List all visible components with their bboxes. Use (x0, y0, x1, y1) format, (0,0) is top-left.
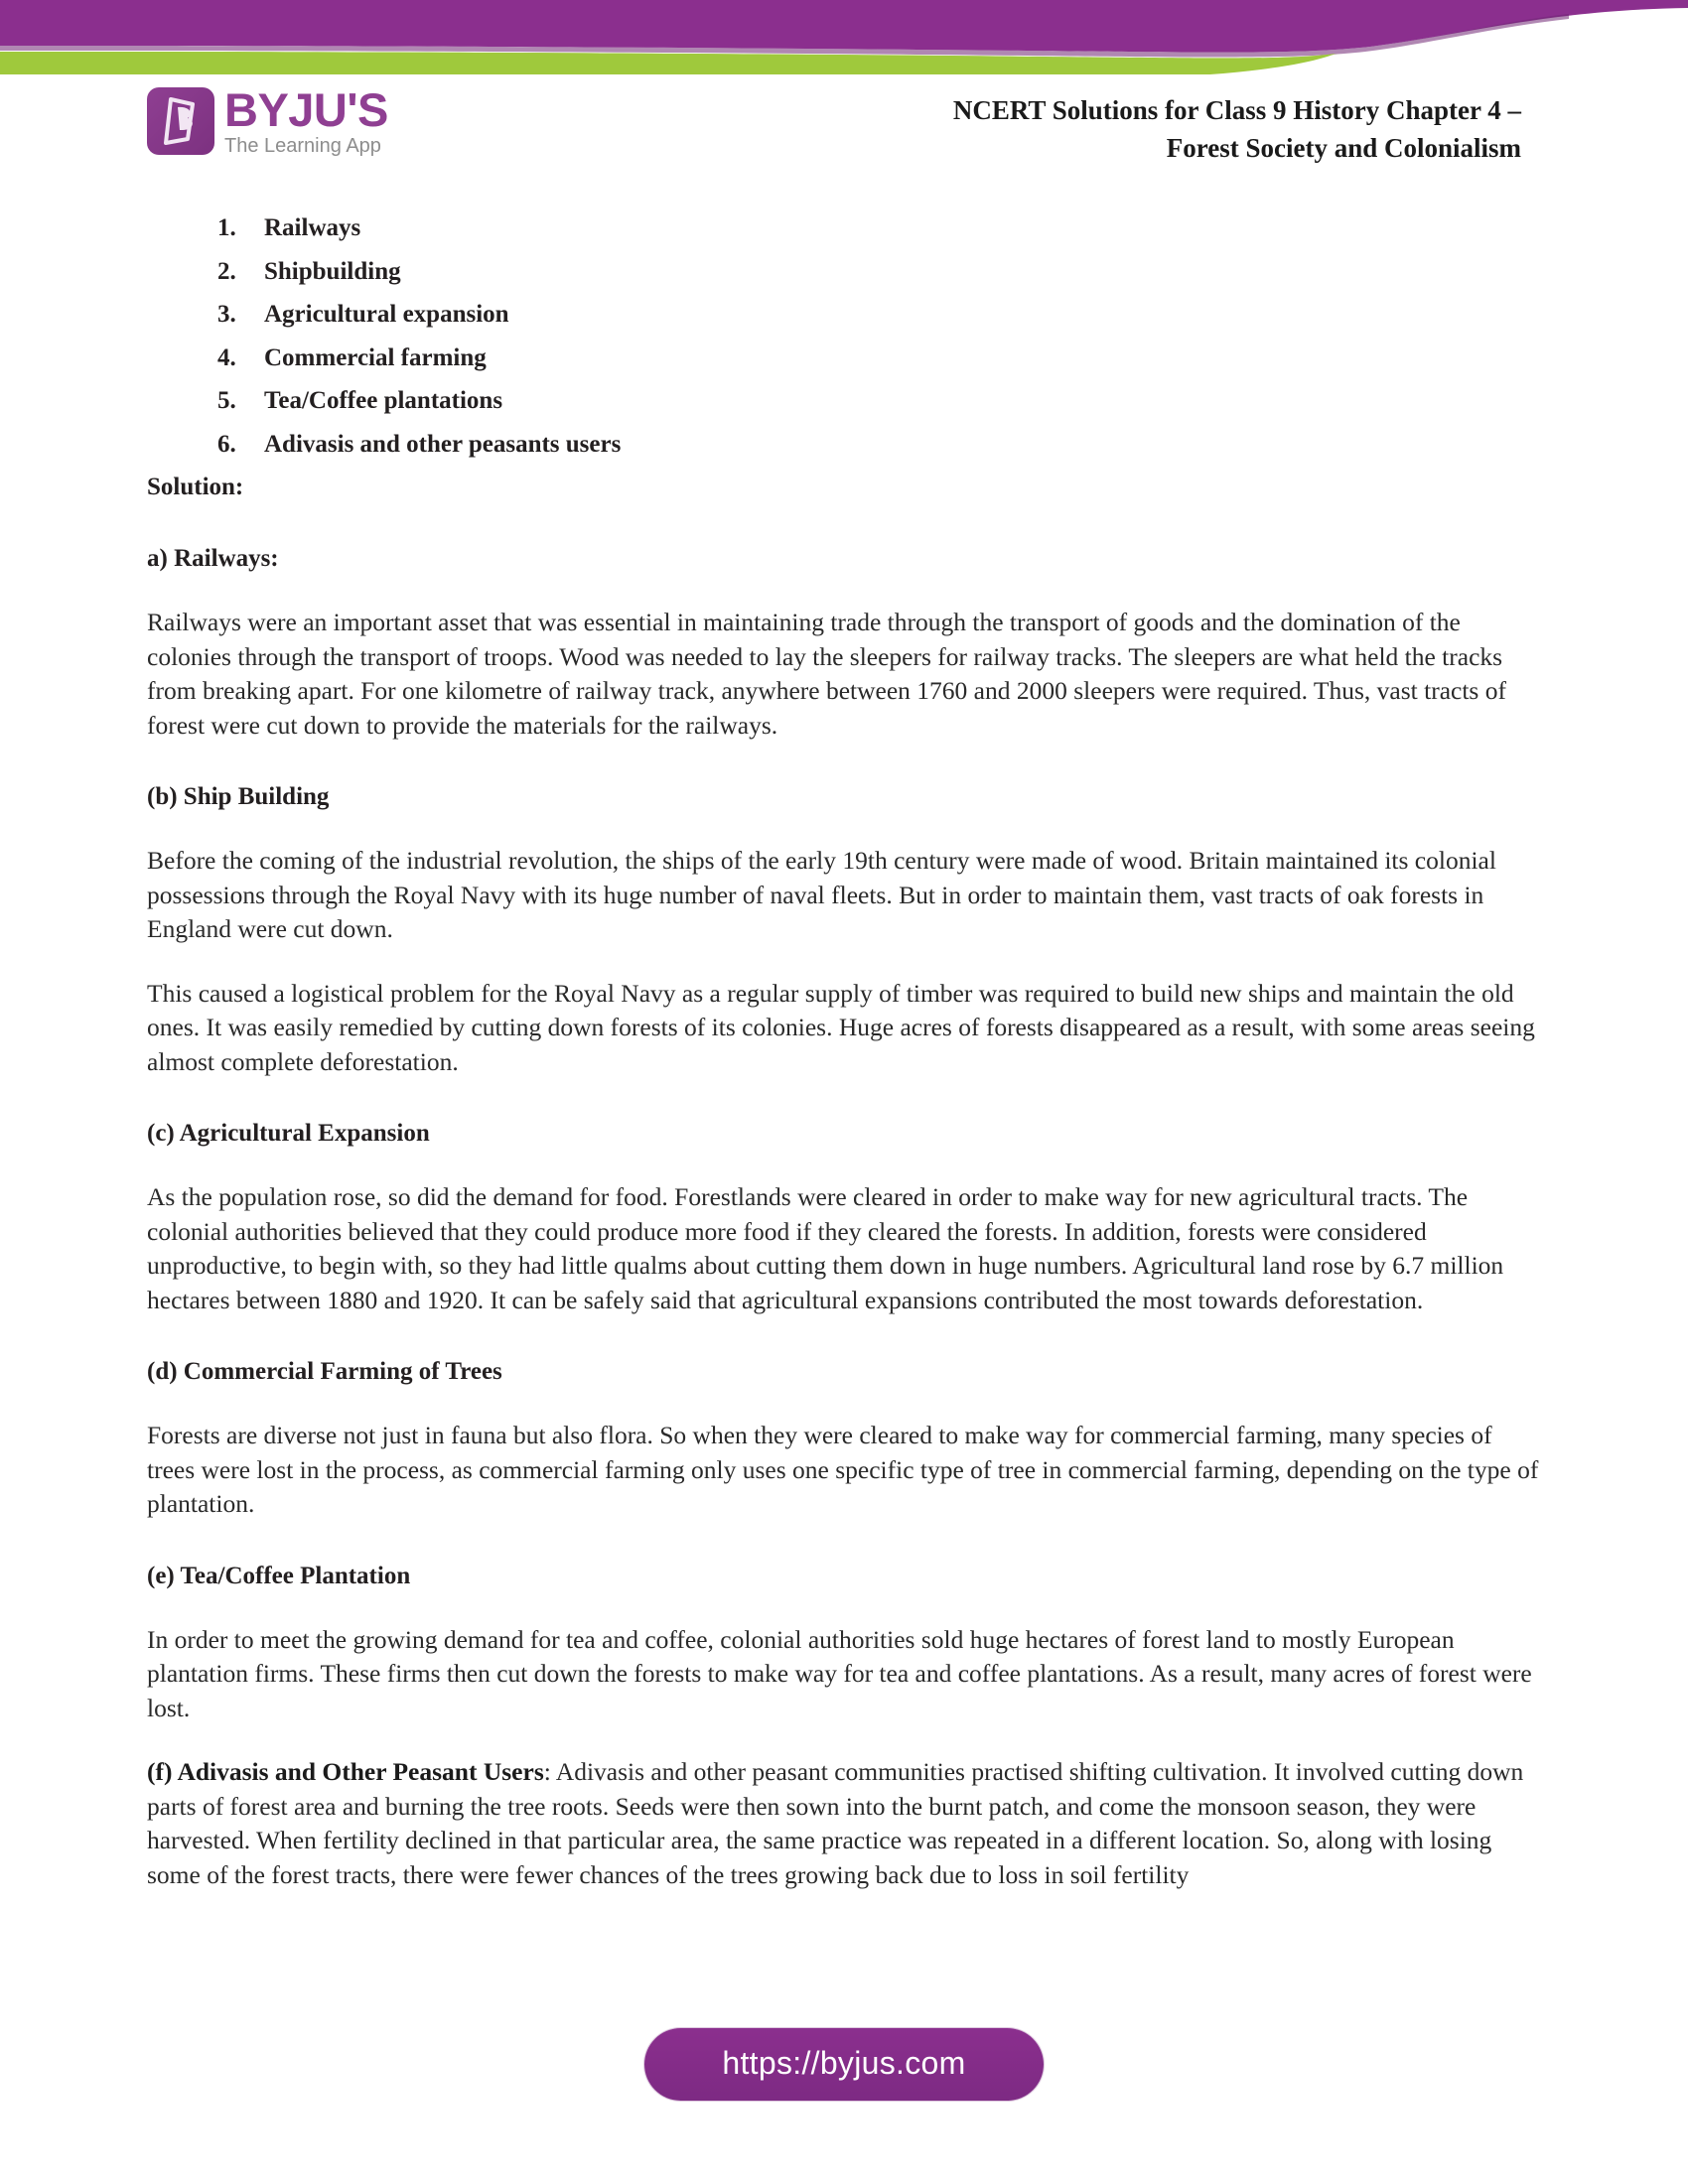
section-heading-commercial-farming: (d) Commercial Farming of Trees (147, 1358, 502, 1385)
document-body (147, 206, 1541, 1892)
page-title-line-2: Forest Society and Colonialism (1166, 133, 1521, 163)
section-adivasis-text: : Adivasis and other peasant communities practised shifting cultivation. It involved cutting down parts of forest area and burning the tree roots. Seeds were then sown into the burnt patch, and come the monsoon season, they were harvested. When fertility declined in that particular area, the same practice was repeated in a different location. So, along with losing some of the forest tracts, there were fewer chances of the trees growing back due to loss in soil fertility (147, 1757, 1524, 1889)
section-paragraph-railways-1: Railways were an important asset that was essential in maintaining trade through the transport of goods and the domination of the colonies through the transport of troops. Wood was needed to lay the sleepers for railway tracks. The sleepers are what held the tracks from breaking apart. For one kilometre of railway track, anywhere between 1760 and 2000 sleepers were required. Thus, vast tracts of forest were cut down to provide the materials for the railways. (147, 608, 1506, 740)
green-band-body (0, 52, 1336, 74)
purple-band-shadow (0, 14, 1569, 58)
section-paragraph-ship-building-1: Before the coming of the industrial revolution, the ships of the early 19th century were made of wood. Britain maintained its colonial possessions through the Royal Navy with its huge number of naval fleets. But in order to maintain them, vast tracts of oak forests in England were cut down. (147, 846, 1496, 943)
section-paragraph-adivasis (147, 1755, 1541, 1892)
monogram-glyph (147, 87, 214, 155)
section-heading-adivasis: (f) Adivasis and Other Peasant Users (147, 1757, 544, 1786)
section-paragraph-ship-building-2: This caused a logistical problem for the Royal Navy as a regular supply of timber was required to build new ships and maintain the old ones. It was easily remedied by cutting down forests of its colonies. Huge acres of forests disappeared as a result, with some areas seeing almost complete deforestation. (147, 978, 1535, 1076)
list-item (242, 250, 1541, 294)
byjus-url-button[interactable]: https://byjus.com (644, 2028, 1043, 2101)
green-band-shape (0, 52, 1340, 74)
list-item (242, 293, 1541, 337)
list-item (242, 206, 1541, 250)
list-item (242, 379, 1541, 423)
topic-label: Agricultural expansion (264, 301, 509, 328)
header-decoration (0, 0, 1688, 74)
byjus-b-monogram-icon (147, 87, 214, 155)
section-heading-ship-building: (b) Ship Building (147, 783, 330, 810)
section-paragraph-agricultural-expansion-1: As the population rose, so did the demand for food. Forestlands were cleared in order to make way for new agricultural tracts. The colonial authorities believed that they could produce more food if they cleared the forests. In addition, forests were considered unproductive, to begin with, so they had little qualms about cutting them down in huge numbers. Agricultural land rose by 6.7 million hectares between 1880 and 1920. It can be safely said that agricultural expansions contributed the most towards deforestation. (147, 1182, 1504, 1314)
logo-tagline: The Learning App (224, 135, 381, 157)
section-heading-railways: a) Railways: (147, 545, 279, 572)
byjus-logo (147, 83, 388, 157)
topic-label: Shipbuilding (264, 257, 401, 285)
solution-label: Solution: (147, 474, 244, 500)
list-item (242, 337, 1541, 380)
topic-label: Railways (264, 214, 361, 241)
section-heading-tea-coffee-plantation: (e) Tea/Coffee Plantation (147, 1562, 411, 1589)
purple-band-shape (0, 0, 1688, 53)
page-title-line-1: NCERT Solutions for Class 9 History Chapter 4 – (952, 95, 1521, 125)
list-item (242, 423, 1541, 467)
topic-list (147, 206, 1541, 466)
masthead (0, 77, 1688, 187)
section-heading-agricultural-expansion: (c) Agricultural Expansion (147, 1120, 430, 1147)
topic-label: Adivasis and other peasants users (264, 430, 622, 458)
logo-wordmark: BYJU'S (224, 83, 388, 136)
topic-label: Tea/Coffee plantations (264, 387, 503, 414)
topic-label: Commercial farming (264, 343, 487, 371)
footer (0, 2028, 1688, 2101)
page-title (747, 91, 1521, 167)
header-band-svg (0, 0, 1688, 74)
section-paragraph-tea-coffee-plantation-1: In order to meet the growing demand for tea and coffee, colonial authorities sold huge hectares of forest land to mostly European plantation firms. These firms then cut down the forests to make way for tea and coffee plantations. As a result, many acres of forest were lost. (147, 1624, 1532, 1722)
section-paragraph-commercial-farming-1: Forests are diverse not just in fauna but also flora. So when they were cleared to make way for commercial farming, many species of trees were lost in the process, as commercial farming only uses one specific type of tree in commercial farming, depending on the type of plantation. (147, 1421, 1539, 1518)
